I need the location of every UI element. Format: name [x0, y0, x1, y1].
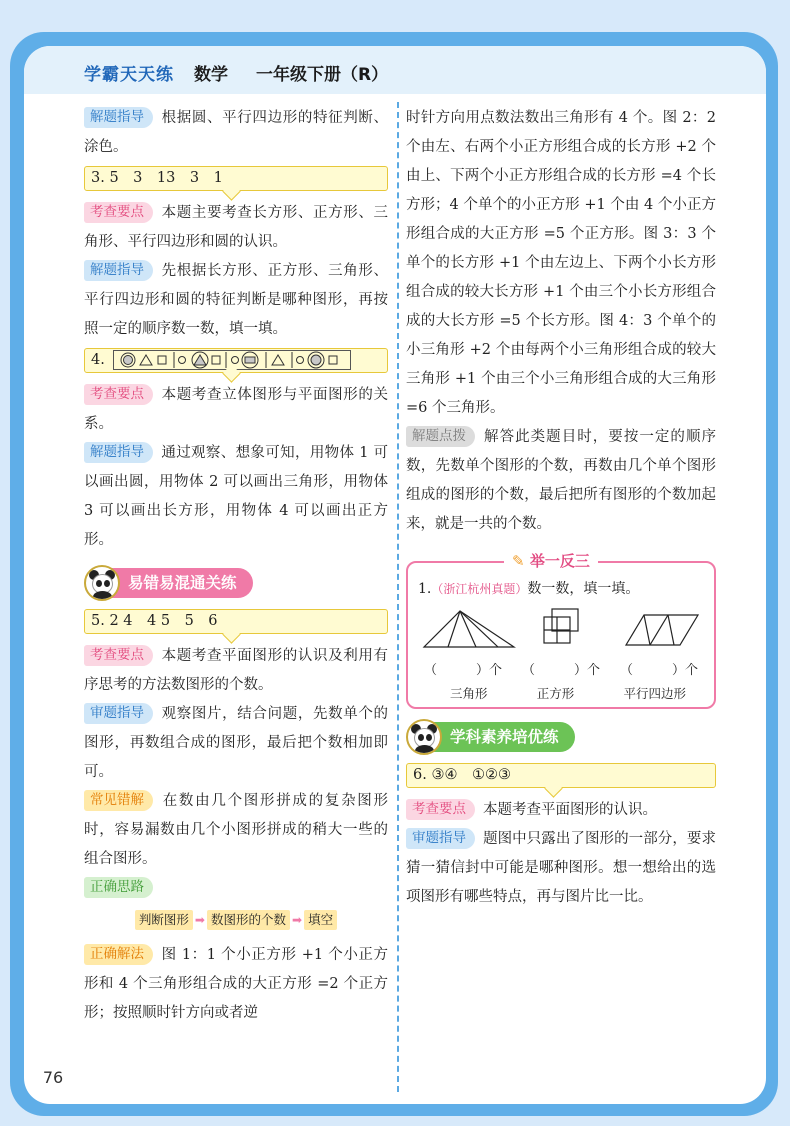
- paragraph-text: 题图中只露出了图形的一部分，要求猜一猜信封中可能是哪种图形。想一想给出的选项图形有哪些特点，再与图片比一比。: [406, 831, 716, 905]
- flow-step: 数图形的个数: [207, 910, 290, 930]
- paragraph: [84, 104, 388, 162]
- paragraph-text: 本题考查平面图形的认识及利用有序思考的方法数图形的个数。: [84, 648, 388, 693]
- tag-label: 解题指导: [84, 442, 153, 463]
- section-heading: [84, 565, 388, 601]
- answer-box-4: [84, 348, 388, 373]
- paragraph: [406, 423, 716, 539]
- section-title: 学科素养培优练: [430, 722, 575, 752]
- paragraph: 时针方向用点数法数出三角形有 4 个。图 2：2 个由左、右两个小正方形组合成的长方形 +2 个由上、下两个小正方形组合成的长方形 =4 个长方形；4 个单个的小正方形 +1 个由 4 个小正方形组合成的大正方形 =5 个正方形。图 3：3 个单个的长方形 +1 个由左边上、下两个小长方形组合成的较大长方形 +1 个由三个小长方形组合成的大长方形 =5 个长方形。图 4：3 个单个的小三角形 +2 个由每两个小三角形组合成的较大三角形 +1 个由三个小三角形组合成的大三角形 =6 个三角形。: [406, 110, 716, 416]
- question-source: （浙江杭州真题）: [431, 582, 528, 596]
- paragraph: [406, 796, 716, 825]
- panda-icon: [406, 719, 442, 755]
- paragraph: [84, 439, 388, 555]
- answer-box-3: 3. 5 3 13 3 1: [84, 166, 388, 191]
- paragraph: [84, 787, 388, 874]
- answer-number: 4.: [91, 352, 105, 368]
- tag-label: 考查要点: [84, 645, 153, 666]
- tag-label: 考查要点: [84, 384, 153, 405]
- paragraph: [84, 257, 388, 344]
- page-number: 76: [30, 1063, 76, 1093]
- page-header: [24, 46, 766, 96]
- tag-label: 考查要点: [406, 799, 475, 820]
- paragraph-text: 根据圆、平行四边形的特征判断、涂色。: [84, 110, 388, 155]
- example-box: [406, 552, 716, 709]
- paragraph-text: 解答此类题目时，要按一定的顺序数，先数单个图形的个数，再数由几个单个图形组成的图形的个数，最后把所有图形的个数加起来，就是一共的个数。: [406, 429, 716, 532]
- tag-label: 考查要点: [84, 202, 153, 223]
- example-labels: [418, 683, 704, 705]
- answer-blank-3[interactable]: （ ）个: [619, 663, 698, 678]
- example-title: [504, 549, 598, 573]
- example-figures: [418, 601, 704, 659]
- arrow-right-icon: ➡: [292, 913, 303, 927]
- thinking-flow: [84, 905, 388, 935]
- paragraph: [406, 825, 716, 912]
- answer-box-5: 5. 2 4 4 5 5 6: [84, 609, 388, 634]
- tag-label: 常见错解: [84, 790, 153, 811]
- paragraph: [84, 874, 388, 903]
- example-title-text: 举一反三: [529, 552, 590, 570]
- arrow-right-icon: ➡: [194, 913, 205, 927]
- tag-label: 正确思路: [84, 877, 153, 898]
- paragraph-text: 通过观察、想象可知，用物体 1 可以画出圆，用物体 2 可以画出三角形，用物体 3 可以画出长方形，用物体 4 可以画出正方形。: [84, 445, 388, 548]
- panda-icon: [84, 565, 120, 601]
- paragraph-text: 观察图片，结合问题，先数单个的图形，再数组合成的图形，最后把个数相加即可。: [84, 706, 388, 780]
- question-text: 数一数，填一填。: [527, 581, 640, 597]
- paragraph: [84, 199, 388, 257]
- example-question: [418, 577, 704, 601]
- tag-label: 解题点拨: [406, 426, 475, 447]
- tag-label: 解题指导: [84, 260, 153, 281]
- workbook-page: [24, 46, 766, 1104]
- right-column: [406, 104, 716, 912]
- shapes-answer-icon: [113, 350, 351, 370]
- column-divider: [397, 102, 399, 1092]
- paragraph: [84, 700, 388, 787]
- figure-label: 正方形: [536, 686, 575, 701]
- paragraph: [84, 381, 388, 439]
- figure-label: 三角形: [450, 686, 488, 701]
- flow-step: 判断图形: [135, 910, 193, 930]
- paragraph-text: 本题考查立体图形与平面图形的关系。: [84, 387, 388, 432]
- tag-label: 审题指导: [406, 828, 475, 849]
- tag-label: 解题指导: [84, 107, 153, 128]
- paragraph-text: 图 1：1 个小正方形 +1 个小正方形和 4 个三角形组合成的大正方形 =2 个正方形；按照顺时针方向或者逆: [84, 947, 388, 1021]
- brand-title: 学霸天天练: [84, 65, 174, 85]
- left-column: [84, 104, 388, 1028]
- answer-box-6: 6. ③④ ①②③: [406, 763, 716, 788]
- paragraph: [84, 941, 388, 1028]
- answer-blank-1[interactable]: （ ）个: [424, 663, 503, 678]
- paragraph-text: 在数由几个图形拼成的复杂图形时，容易漏数由几个小图形拼成的稍大一些的组合图形。: [84, 793, 388, 867]
- section-title: 易错易混通关练: [108, 568, 253, 598]
- answer-blank-2[interactable]: （ ）个: [521, 663, 600, 678]
- figures-icon: [418, 601, 708, 659]
- tag-label: 正确解法: [84, 944, 153, 965]
- paragraph-text: 本题主要考查长方形、正方形、三角形、平行四边形和圆的认识。: [84, 205, 388, 250]
- paragraph-text: 先根据长方形、正方形、三角形、平行四边形和圆的特征判断是哪种图形，再按照一定的顺序数一数，填一填。: [84, 263, 388, 337]
- tag-label: 审题指导: [84, 703, 153, 724]
- paragraph-text: 本题考查平面图形的认识。: [483, 802, 657, 818]
- figure-label: 平行四边形: [623, 686, 686, 701]
- flow-step: 填空: [304, 910, 337, 930]
- question-number: 1.: [418, 581, 432, 597]
- example-blanks: [418, 659, 704, 683]
- grade-label: 一年级下册（R）: [256, 65, 389, 85]
- subject-label: 数学: [194, 65, 228, 85]
- section-heading: [406, 719, 716, 755]
- paragraph: [84, 642, 388, 700]
- pencil-icon: ✎: [512, 552, 525, 570]
